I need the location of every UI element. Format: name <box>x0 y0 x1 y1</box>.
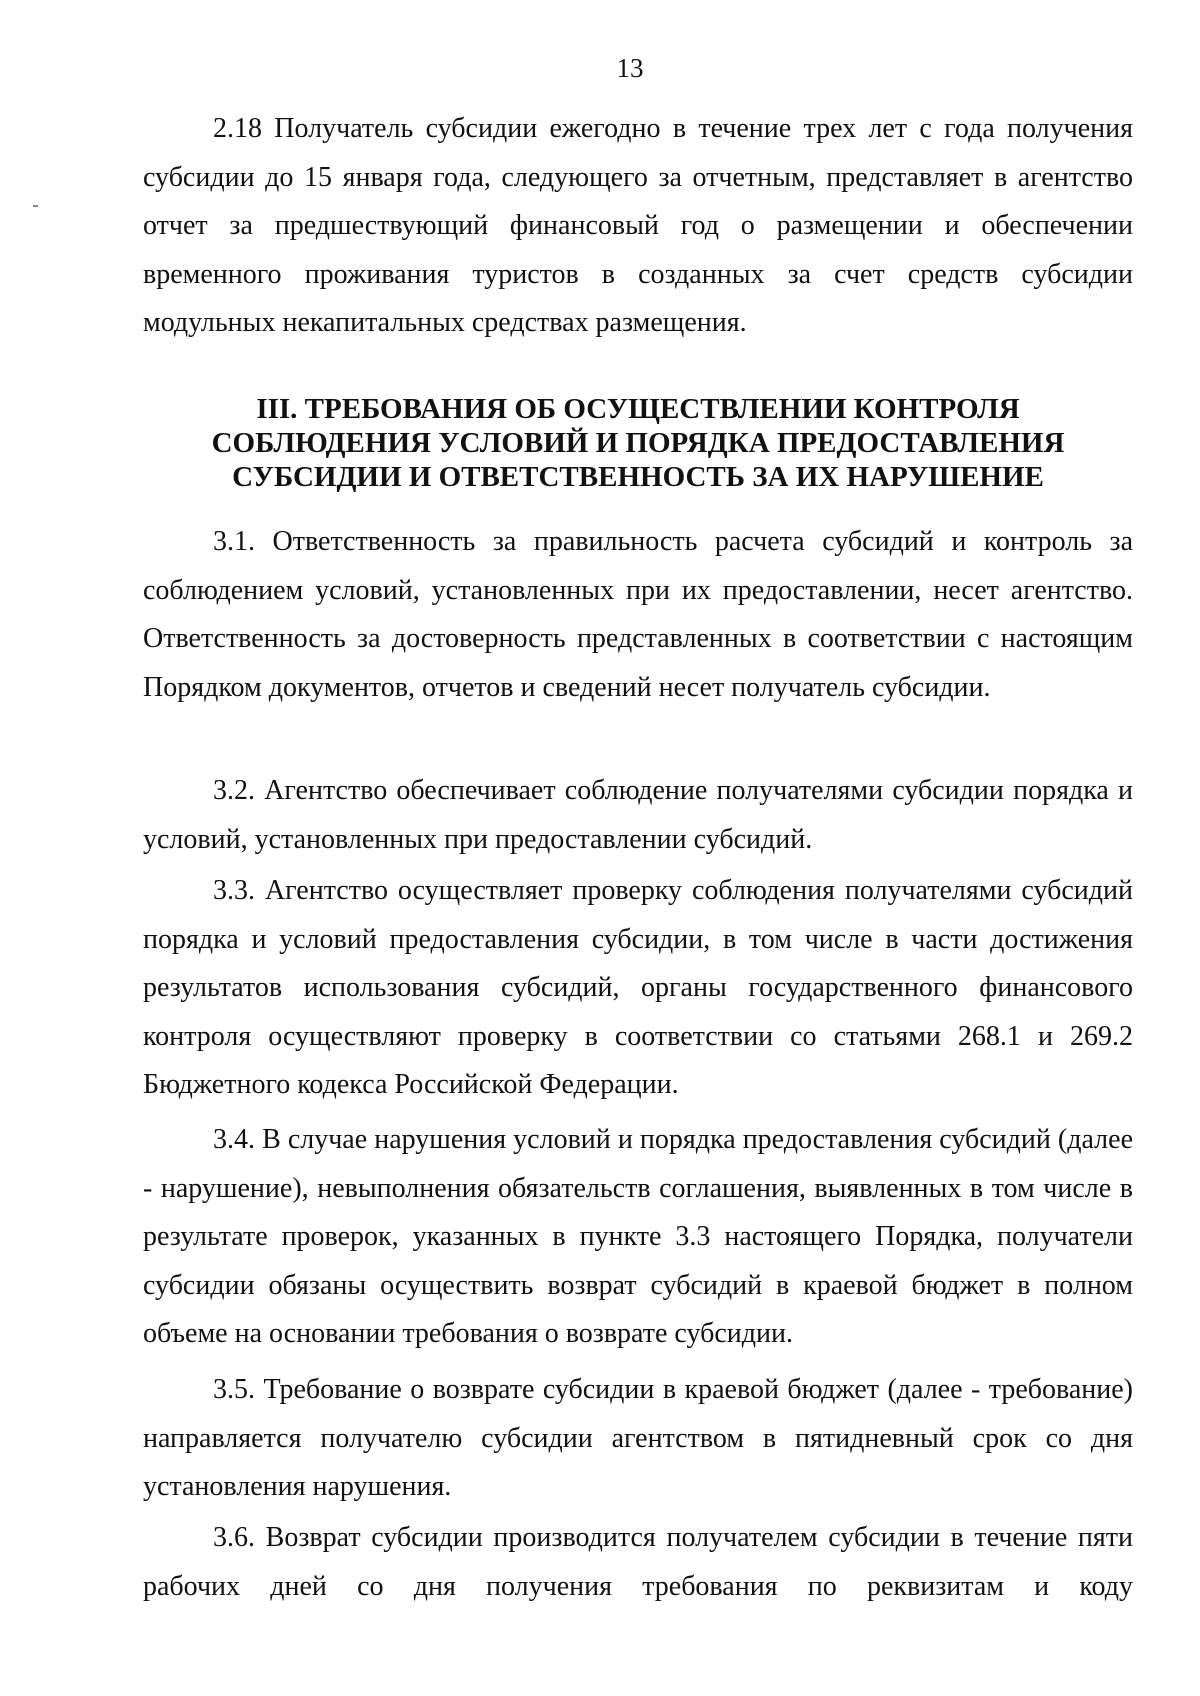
section-heading-line-3: СУБСИДИИ И ОТВЕТСТВЕННОСТЬ ЗА ИХ НАРУШЕНИЕ <box>232 461 1044 493</box>
paragraph-3-3-block <box>143 867 1133 1110</box>
section-heading <box>143 392 1133 494</box>
page-number: 13 <box>616 53 644 83</box>
section-heading-line-2: СОБЛЮДЕНИЯ УСЛОВИЙ И ПОРЯДКА ПРЕДОСТАВЛЕНИЯ <box>211 427 1065 459</box>
section-heading-line-1: III. ТРЕБОВАНИЯ ОБ ОСУЩЕСТВЛЕНИИ КОНТРОЛЯ <box>256 393 1020 425</box>
scan-artifact-mark <box>33 205 38 207</box>
paragraph-2-18: 2.18 Получатель субсидии ежегодно в течение трех лет с года получения субсидии до 15 января года, следующего за отчетным, представляет в агентство отчет за предшествующий финансовый год о размещении и обеспечении временного проживания туристов в созданных за счет средств субсидии модульных некапитальных средствах размещения. <box>143 113 1133 338</box>
paragraph-3-2-block <box>143 767 1133 864</box>
paragraph-3-4-block <box>143 1116 1133 1359</box>
paragraph-3-2: 3.2. Агентство обеспечивает соблюдение получателями субсидии порядка и условий, установленных при предоставлении субсидий. <box>143 775 1133 855</box>
paragraph-3-1-block <box>143 518 1133 712</box>
paragraph-3-5: 3.5. Требование о возврате субсидии в краевой бюджет (далее - требование) направляется получателю субсидии агентством в пятидневный срок со дня установления нарушения. <box>143 1374 1133 1502</box>
paragraph-3-5-block <box>143 1366 1133 1512</box>
paragraph-3-6-block <box>143 1514 1133 1611</box>
top-paragraphs <box>143 105 1133 348</box>
paragraph-3-6: 3.6. Возврат субсидии производится получателем субсидии в течение пяти рабочих дней со дня получения требования по реквизитам и коду <box>143 1522 1133 1602</box>
paragraph-3-1: 3.1. Ответственность за правильность расчета субсидий и контроль за соблюдением условий, установленных при их предоставлении, несет агентство. Ответственность за достоверность представленных в соответствии с настоящим Порядком документов, отчетов и сведений несет получатель субсидии. <box>143 526 1133 703</box>
paragraph-3-3: 3.3. Агентство осуществляет проверку соблюдения получателями субсидий порядка и условий предоставления субсидии, в том числе в части достижения результатов использования субсидий, органы государственного финансового контроля осуществляют проверку в соответствии со статьями 268.1 и 269.2 Бюджетного кодекса Российской Федерации. <box>143 875 1133 1100</box>
paragraph-3-4: 3.4. В случае нарушения условий и порядка предоставления субсидий (далее - нарушение), невыполнения обязательств соглашения, выявленных в том числе в результате проверок, указанных в пункте 3.3 настоящего Порядка, получатели субсидии обязаны осуществить возврат субсидий в краевой бюджет в полном объеме на основании требования о возврате субсидии. <box>143 1124 1133 1349</box>
